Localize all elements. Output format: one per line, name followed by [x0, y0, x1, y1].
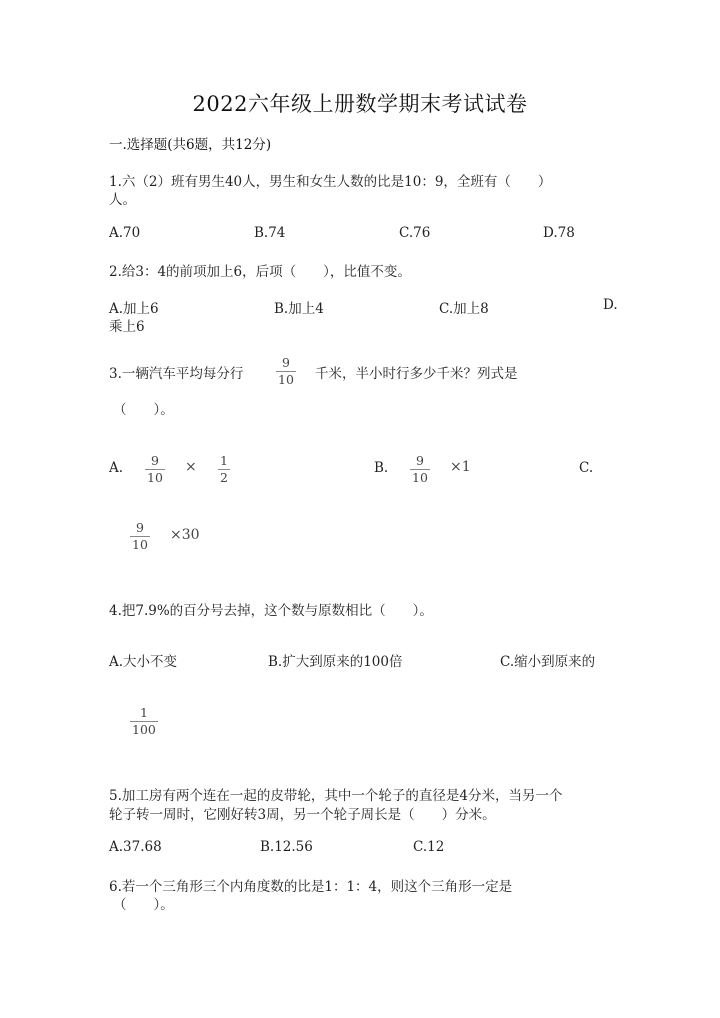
question-3-stem-line2: （ ）。 — [113, 402, 174, 418]
question-2-option-d-text: 乘上6 — [109, 319, 145, 335]
question-5-option-b[interactable]: B.12.56 — [260, 839, 313, 855]
question-1-option-b[interactable]: B.74 — [254, 225, 286, 241]
question-3-option-a-fraction2 — [218, 454, 230, 485]
question-3-option-b-fraction — [410, 454, 430, 485]
fraction-denominator: 10 — [412, 470, 428, 485]
question-4-option-c-fraction — [130, 706, 158, 737]
question-2-option-a[interactable]: A.加上6 — [109, 301, 159, 317]
fraction-numerator: 9 — [135, 520, 144, 535]
question-3-option-c[interactable]: C. — [579, 460, 594, 476]
question-5-stem-line1: 5.加工房有两个连在一起的皮带轮，其中一个轮子的直径是4分米，当另一个 — [109, 788, 563, 804]
question-4-stem: 4.把7.9%的百分号去掉，这个数与原数相比（ ）。 — [109, 603, 433, 619]
fraction-numerator: 9 — [281, 355, 290, 370]
fraction-denominator: 10 — [132, 537, 148, 552]
question-6-stem-line2: （ ）。 — [113, 897, 174, 913]
fraction-numerator: 9 — [150, 453, 159, 468]
question-1-option-a[interactable]: A.70 — [109, 225, 141, 241]
fraction-denominator: 10 — [147, 470, 163, 485]
question-3-option-c-rest: ×30 — [170, 527, 200, 543]
fraction-denominator: 2 — [220, 470, 228, 485]
fraction-denominator: 100 — [132, 722, 156, 737]
question-1-option-c[interactable]: C.76 — [399, 225, 431, 241]
section-heading: 一.选择题(共6题，共12分) — [109, 137, 272, 153]
fraction-denominator: 10 — [278, 372, 294, 387]
question-3-stem-pre: 3.一辆汽车平均每分行 — [109, 366, 244, 382]
question-2-stem: 2.给3：4的前项加上6，后项（ ），比值不变。 — [109, 264, 411, 280]
page-title: 2022六年级上册数学期末考试试卷 — [192, 92, 528, 116]
question-5-option-a[interactable]: A.37.68 — [109, 839, 162, 855]
question-3-option-b-rest: ×1 — [450, 459, 471, 475]
question-3-stem-fraction — [276, 356, 296, 387]
question-4-option-b[interactable]: B.扩大到原来的100倍 — [268, 654, 403, 670]
fraction-numerator: 9 — [415, 453, 424, 468]
question-5-stem-line2: 轮子转一周时，它刚好转3周，另一个轮子周长是（ ）分米。 — [109, 807, 496, 823]
question-3-option-b[interactable]: B. — [374, 460, 389, 476]
question-3-option-a-fraction1 — [145, 454, 165, 485]
question-2-option-c[interactable]: C.加上8 — [439, 301, 489, 317]
times-sign: × — [185, 459, 197, 475]
question-4-option-c[interactable]: C.缩小到原来的 — [500, 654, 596, 670]
fraction-numerator: 1 — [139, 705, 148, 720]
question-1-option-d[interactable]: D.78 — [543, 225, 575, 241]
question-1-stem-line1: 1.六（2）班有男生40人，男生和女生人数的比是10：9，全班有（ ） — [109, 174, 552, 190]
fraction-numerator: 1 — [220, 453, 228, 468]
question-3-option-a[interactable]: A. — [109, 460, 124, 476]
question-4-option-a[interactable]: A.大小不变 — [109, 654, 178, 670]
question-3-stem-post: 千米，半小时行多少千米？列式是 — [315, 366, 518, 382]
question-1-stem-line2: 人。 — [109, 192, 136, 208]
question-2-option-b[interactable]: B.加上4 — [274, 301, 324, 317]
question-5-option-c[interactable]: C.12 — [413, 839, 445, 855]
question-2-option-d[interactable]: D. — [603, 297, 618, 313]
question-6-stem-line1: 6.若一个三角形三个内角度数的比是1：1：4，则这个三角形一定是 — [109, 879, 513, 895]
question-3-option-c-fraction — [130, 521, 150, 552]
